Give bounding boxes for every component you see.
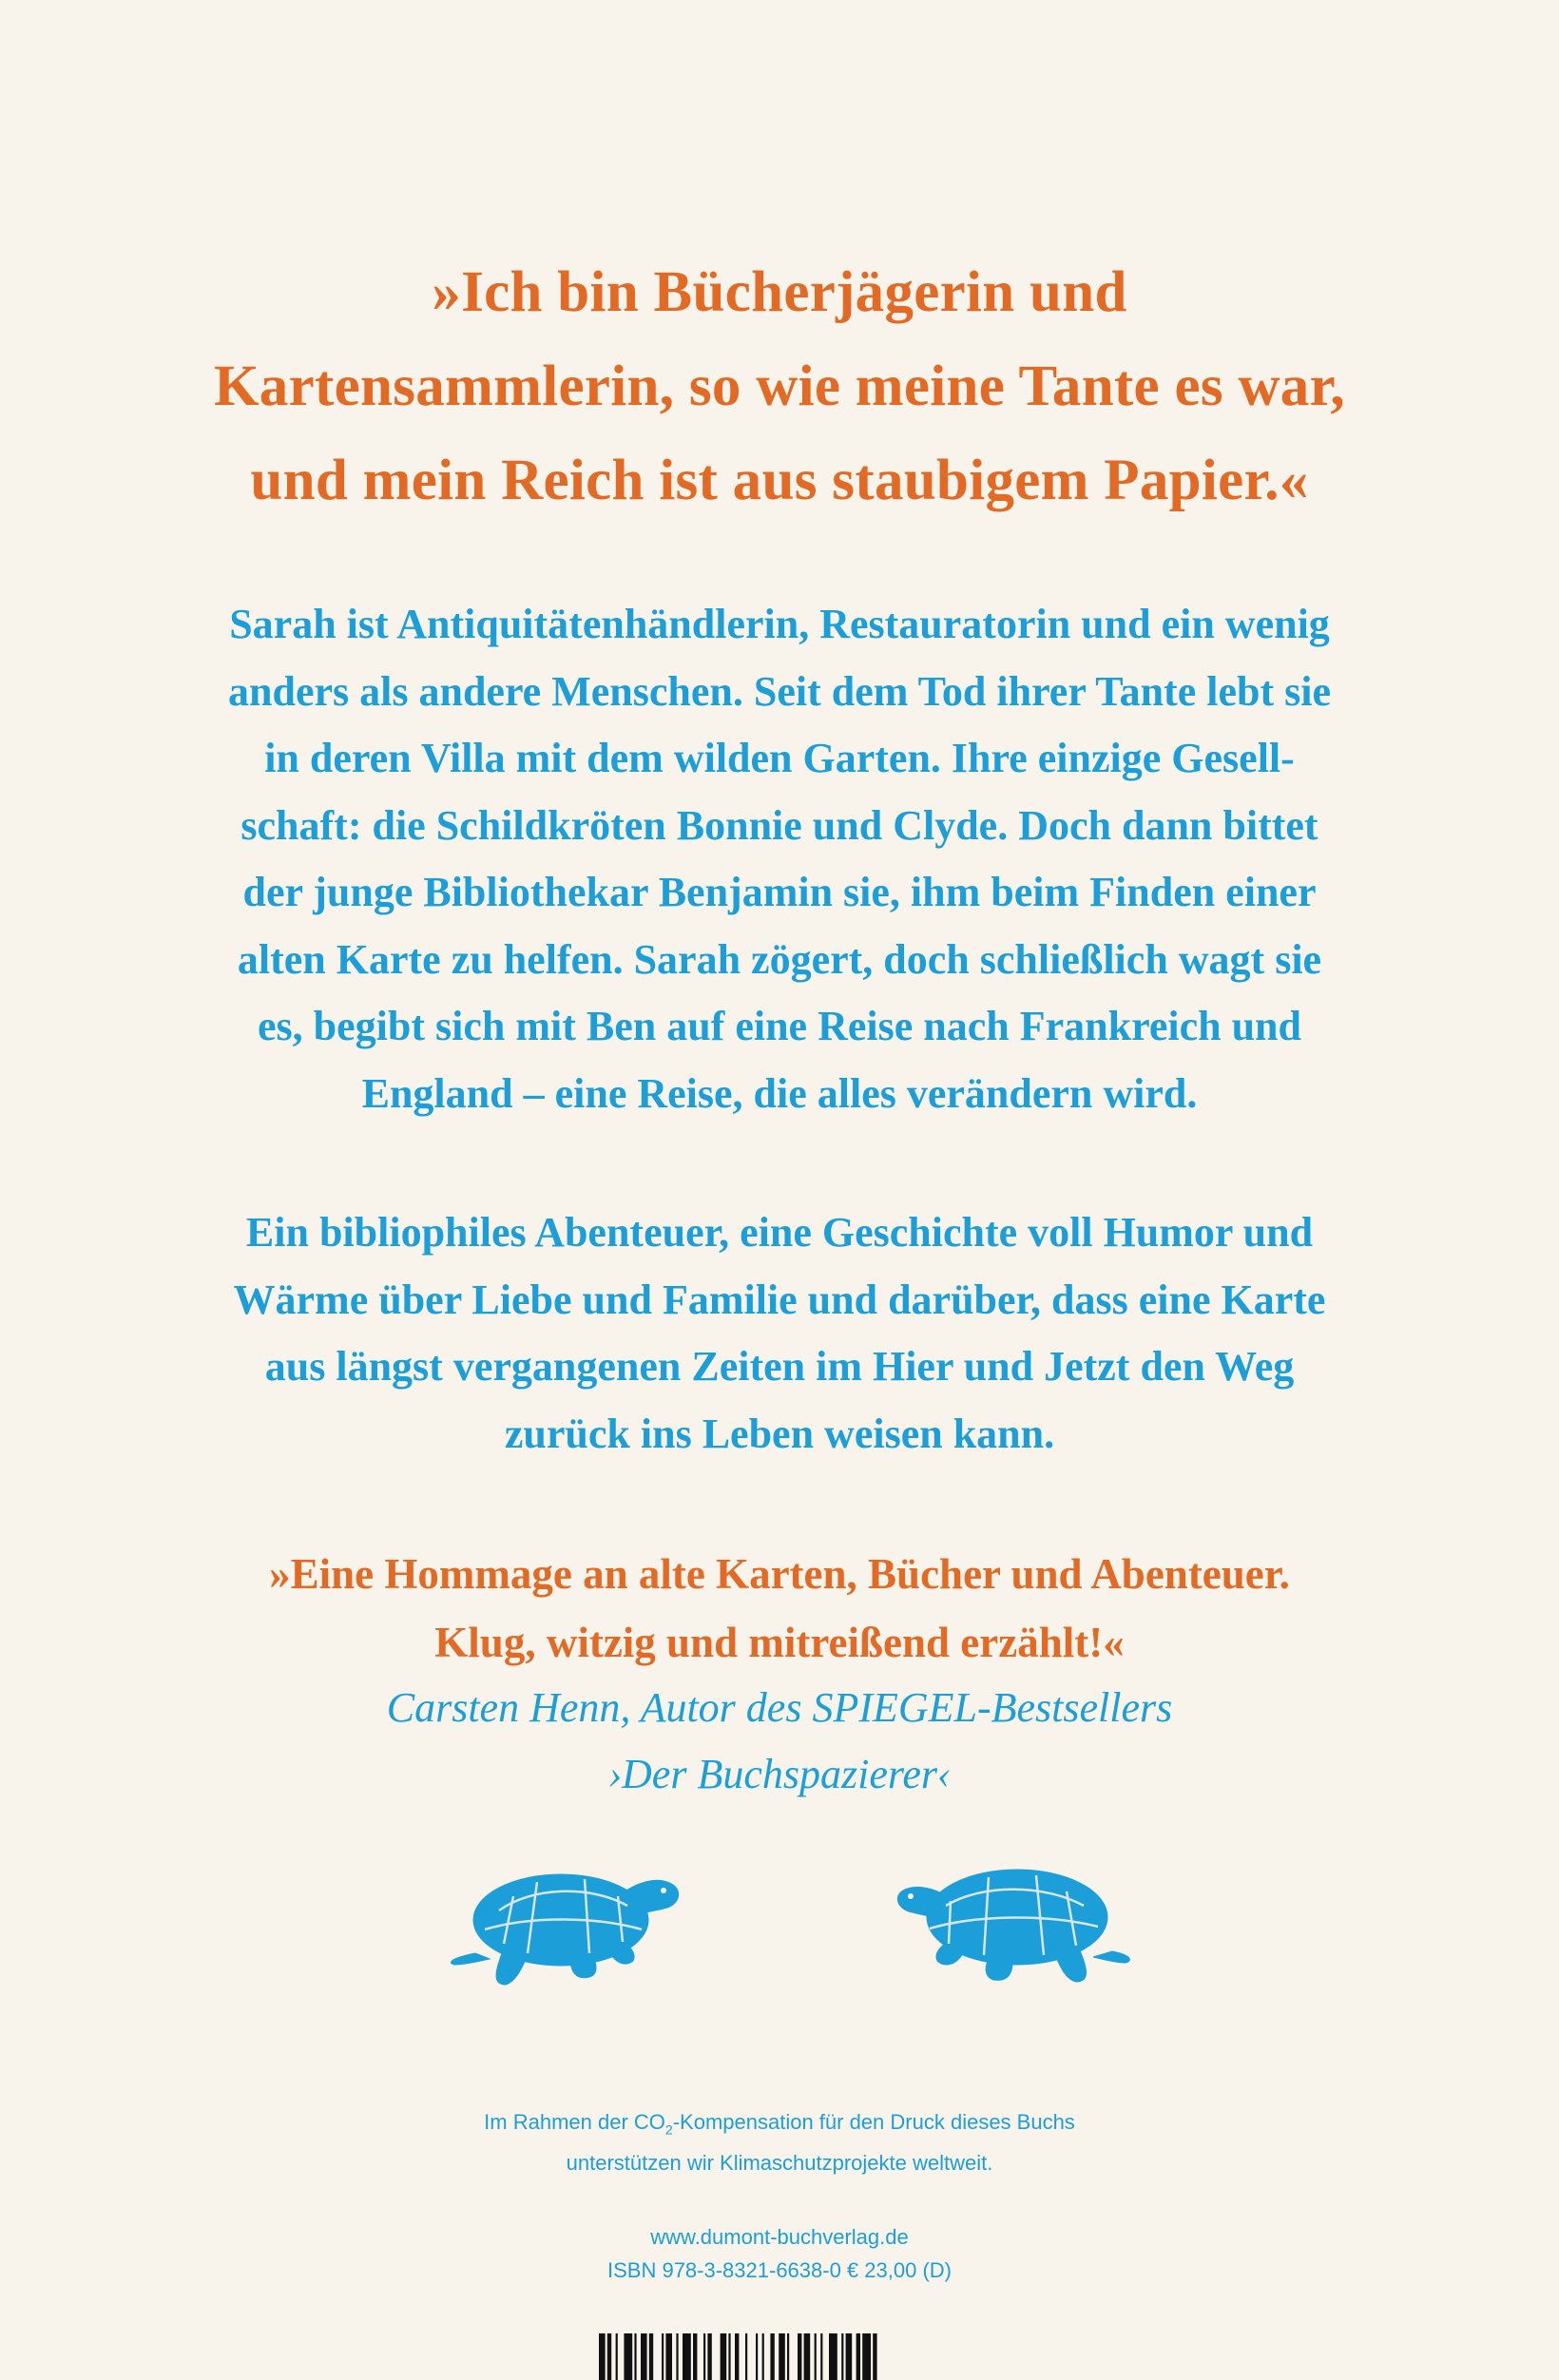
barcode-bar (707, 2333, 711, 2380)
barcode-bar (676, 2333, 678, 2380)
barcode-bar (756, 2333, 758, 2380)
summary-line: zurück ins Leben weisen kann. (504, 1410, 1055, 1457)
barcode-bar (798, 2333, 801, 2380)
barcode (599, 2333, 970, 2380)
barcode-bar (745, 2333, 747, 2380)
review-attribution (0, 1675, 1559, 1808)
headline-line: Kartensammlerin, so wie meine Tante es war, (214, 355, 1345, 418)
co2-note-line (0, 2105, 1559, 2146)
isbn-price: ISBN 978-3-8321-6638-0 € 23,00 (D) (607, 2258, 952, 2282)
barcode-bar (804, 2333, 811, 2380)
co2-note-prefix: Im Rahmen der CO (484, 2110, 665, 2134)
barcode-bar (762, 2333, 764, 2380)
co2-note-line: unterstützen wir Klimaschutzprojekte weltweit. (566, 2151, 993, 2176)
description-line: es, begibt sich mit Ben auf eine Reise nach Frankreich und (257, 1003, 1301, 1049)
barcode-bar (846, 2333, 853, 2380)
publisher-info (0, 2220, 1559, 2287)
barcode-bar (787, 2333, 789, 2380)
review-quote (0, 1540, 1559, 1677)
barcode-bar (665, 2333, 672, 2380)
barcode-bar (820, 2333, 822, 2380)
description-line: schaft: die Schildkröten Bonnie und Clyde. Doch dann bittet (241, 801, 1318, 849)
description-line: der junge Bibliothekar Benjamin sie, ihm beim Finden einer (242, 869, 1317, 915)
barcode-bar (721, 2333, 727, 2380)
co2-note-suffix: -Kompensation für den Druck dieses Buchs (672, 2110, 1075, 2134)
barcode-bar (624, 2333, 632, 2380)
turtle-left-icon (451, 1874, 678, 1985)
barcode-bar (616, 2333, 618, 2380)
description-line: alten Karte zu helfen. Sarah zögert, doch schließlich wagt sie (237, 935, 1322, 983)
barcode-bar (841, 2333, 843, 2380)
barcode-bar (683, 2333, 691, 2380)
barcode-bar (770, 2333, 774, 2380)
publisher-website[interactable]: www.dumont-buchverlag.de (650, 2225, 909, 2249)
barcode-bar (634, 2333, 636, 2380)
turtle-illustration (447, 1830, 1131, 1991)
attribution-line: Carsten Henn, Autor des SPIEGEL-Bestsellers (386, 1684, 1173, 1731)
attribution-line: ›Der Buchspazierer‹ (607, 1751, 952, 1797)
co2-subscript: 2 (664, 2121, 673, 2138)
headline-quote (0, 245, 1559, 528)
summary-line: Ein bibliophiles Abenteuer, eine Geschichte voll Humor und (245, 1209, 1314, 1256)
barcode-bar (735, 2333, 739, 2380)
barcode-bar (693, 2333, 697, 2380)
barcode-bar (862, 2333, 871, 2380)
co2-note (0, 2105, 1559, 2179)
barcode-bar (649, 2333, 653, 2380)
headline-line: und mein Reich ist aus staubigem Papier.« (250, 449, 1309, 512)
summary-line: aus längst vergangenen Zeiten im Hier und Jetzt den Weg (264, 1343, 1295, 1390)
barcode-bar (703, 2333, 705, 2380)
description-line: anders als andere Menschen. Seit dem Tod ihrer Tante lebt sie (228, 667, 1331, 715)
barcode-bar (873, 2333, 876, 2380)
turtle-right-icon (897, 1870, 1129, 1982)
summary-paragraph (0, 1200, 1559, 1468)
barcode-bar (607, 2333, 611, 2380)
description-line: Sarah ist Antiquitätenhändlerin, Restauratorin und ein wenig (229, 601, 1330, 647)
barcode-bar (728, 2333, 730, 2380)
description-line: England – eine Reise, die alles verändern wird. (361, 1069, 1198, 1117)
summary-line: Wärme über Liebe und Familie und darüber, dass eine Karte (233, 1276, 1326, 1323)
barcode-bar (856, 2333, 860, 2380)
barcode-bar (815, 2333, 817, 2380)
barcode-bar (662, 2333, 664, 2380)
barcode-bar (779, 2333, 785, 2380)
review-quote-line: »Eine Hommage an alte Karten, Bücher und Abenteuer. (269, 1550, 1290, 1598)
description-paragraph (0, 591, 1559, 1127)
description-line: in deren Villa mit dem wilden Garten. Ihre einzige Gesell- (264, 735, 1295, 781)
review-quote-line: Klug, witzig und mitreißend erzählt!« (434, 1619, 1125, 1666)
barcode-bar (641, 2333, 647, 2380)
barcode-bar (829, 2333, 837, 2380)
barcode-bar (599, 2333, 606, 2380)
headline-line: »Ich bin Bücherjägerin und (432, 260, 1127, 324)
